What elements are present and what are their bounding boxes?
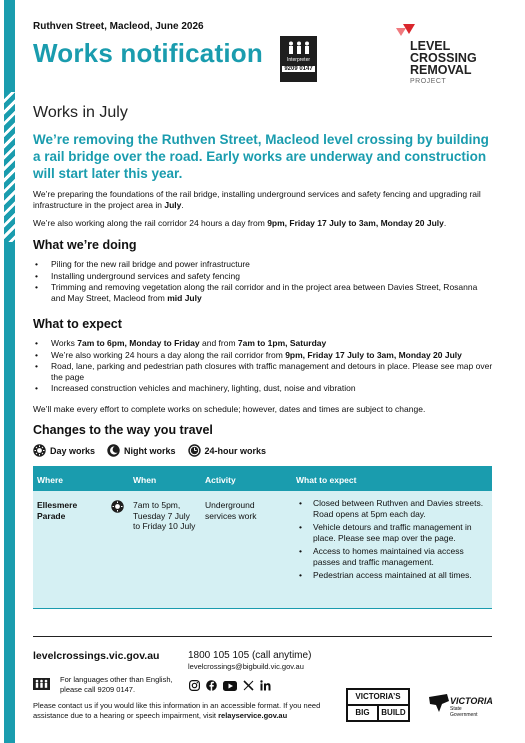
lxrp-logo-line1: LEVEL: [410, 39, 451, 53]
list-item: • Increased construction vehicles and machinery, lighting, dust, noise and vibration: [33, 383, 493, 394]
list-item: • Piling for the new rail bridge and power infrastructure: [33, 259, 493, 270]
clock-24-icon: [188, 444, 201, 457]
linkedin-icon[interactable]: [260, 680, 271, 691]
interpreter-icon: [287, 41, 311, 55]
expect-heading: What to expect: [33, 317, 122, 331]
list-item: • Trimming and removing vegetation along the rail corridor and in the project area between Davies Street, Rosanna and May Street, Macleod from mid July: [33, 282, 493, 303]
interpreter-badge: [280, 36, 317, 82]
list-item: • Road, lane, parking and pedestrian path closures with traffic management and detours in place. Please see map over the page: [33, 361, 493, 382]
col-expect: What to expect: [296, 475, 357, 485]
lxrp-logo-line3: REMOVAL: [410, 63, 472, 77]
footer-divider: [33, 636, 492, 637]
list-item: • Works 7am to 6pm, Monday to Friday and from 7am to 1pm, Saturday: [33, 338, 493, 349]
left-hatch-pattern: [4, 92, 15, 242]
page-title: Works notification: [33, 38, 263, 68]
doing-list: [33, 259, 493, 304]
moon-icon: [107, 444, 120, 457]
works-legend: [33, 444, 278, 457]
social-links: [189, 680, 277, 691]
lxrp-logo-line2: CROSSING: [410, 51, 477, 65]
list-item: • Installing underground services and safety fencing: [33, 271, 493, 282]
col-when: When: [133, 475, 157, 485]
list-item: • Vehicle detours and traffic management in place. Please see map over the page.: [296, 522, 486, 543]
doing-heading: What we’re doing: [33, 238, 137, 252]
youtube-icon[interactable]: [223, 681, 237, 691]
row-when: 7am to 5pm, Tuesday 7 July to Friday 10 July: [133, 500, 196, 531]
x-icon[interactable]: [243, 680, 254, 691]
website-link[interactable]: levelcrossings.vic.gov.au: [33, 650, 160, 662]
body-paragraph-1: We’re preparing the foundations of the rail bridge, installing underground services and safety fencing and upgrading rail infrastructure in the project area in July.: [33, 189, 481, 210]
body-paragraph-2: We’re also working along the rail corridor 24 hours a day from 9pm, Friday 17 July to 3am, Monday 20 July.: [33, 218, 447, 228]
interpreter-number: 9209 0147: [282, 66, 315, 72]
interpreter-label: Interpreter: [286, 57, 311, 63]
instagram-icon[interactable]: [189, 680, 200, 691]
sun-icon: [33, 444, 46, 457]
expect-list: [33, 338, 493, 395]
list-item: • Access to homes maintained via access passes and traffic management.: [296, 546, 486, 567]
victorias-big-build-logo: VICTORIA’S BIG BUILD: [346, 688, 410, 722]
relay-service-link[interactable]: relayservice.gov.au: [218, 711, 288, 720]
schedule-note: We’ll make every effort to complete works on schedule; however, dates and times are subject to change.: [33, 404, 426, 414]
col-activity: Activity: [205, 475, 236, 485]
sun-icon: [111, 500, 124, 513]
victoria-state-government-logo: VICTORIA State Government: [428, 686, 493, 720]
interpreter-icon: [33, 678, 50, 690]
language-note: For languages other than English, please call 9209 0147.: [60, 675, 173, 694]
lxrp-logo: [393, 22, 493, 85]
list-item: • Closed between Ruthven and Davies streets. Road opens at 5pm each day.: [296, 498, 486, 519]
victoria-map-icon: [428, 692, 450, 714]
table-row: [33, 491, 492, 609]
table-header: [33, 466, 492, 491]
list-item: • We’re also working 24 hours a day along the rail corridor from 9pm, Friday 17 July to 3am, Monday 20 July: [33, 350, 493, 361]
list-item: • Pedestrian access maintained at all times.: [296, 570, 486, 581]
email-link[interactable]: levelcrossings@bigbuild.vic.gov.au: [188, 662, 304, 671]
legend-night: Night works: [107, 444, 176, 457]
lxrp-logo-sub: PROJECT: [410, 78, 447, 85]
intro-paragraph: We’re removing the Ruthven Street, Macleod level crossing by building a rail bridge over the road. Early works are underway and construction will start later this year.: [33, 132, 489, 181]
dateline: Ruthven Street, Macleod, June 2026: [33, 21, 204, 32]
legend-day: Day works: [33, 444, 95, 457]
row-where: Ellesmere Parade: [37, 500, 78, 521]
changes-heading: Changes to the way you travel: [33, 423, 213, 437]
facebook-icon[interactable]: [206, 680, 217, 691]
travel-changes-table: [33, 466, 492, 609]
row-activity: Underground services work: [205, 500, 257, 521]
row-expect: [296, 498, 486, 584]
phone-number: 1800 105 105 (call anytime): [188, 650, 312, 661]
legend-24: 24-hour works: [188, 444, 267, 457]
accessibility-note: Please contact us if you would like this information in an accessible format. If you need assistance due to a hearing or speech impairment, visit relayservice.gov.au: [33, 701, 321, 720]
col-where: Where: [37, 475, 63, 485]
section-heading: Works in July: [33, 104, 128, 121]
